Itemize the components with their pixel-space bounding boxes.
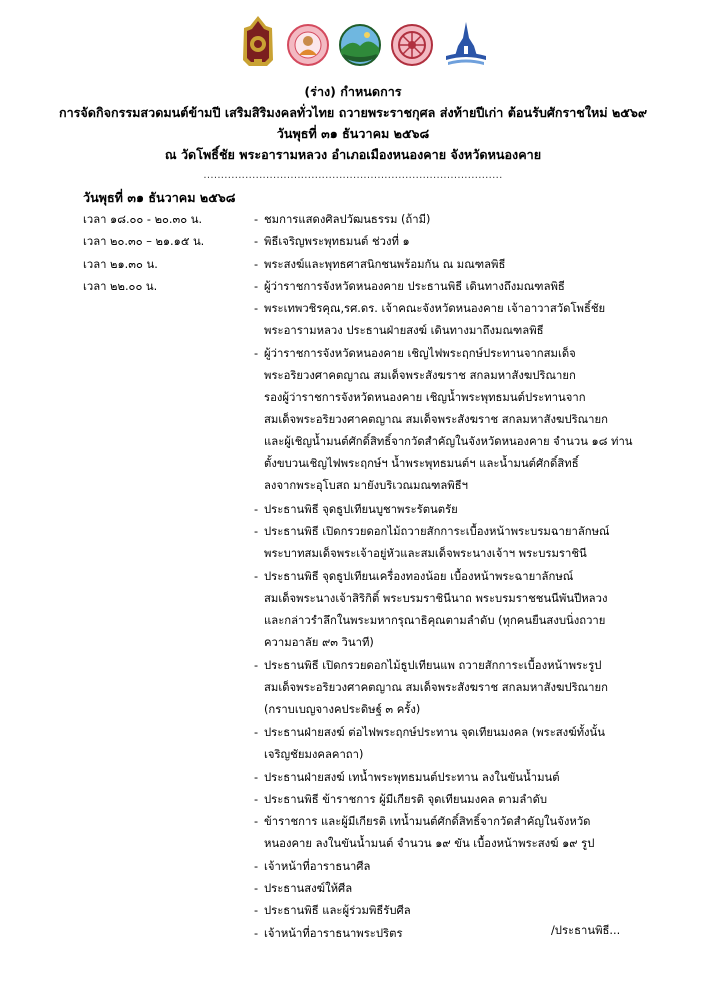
schedule-item-line: รองผู้ว่าราชการจังหวัดหนองคาย เชิญน้ำพระพุทธมนต์ประทานจาก [264, 390, 586, 404]
bullet-dash: - [254, 346, 259, 360]
schedule-item-line: เจ้าหน้าที่อาราธนาศีล [264, 859, 371, 873]
schedule-item-line: เจ้าหน้าที่อาราธนาพระปริตร [264, 926, 403, 940]
schedule-item-line: สมเด็จพระนางเจ้าสิริกิติ์ พระบรมราชินีนาถ พระบรมราชชนนีพันปีหลวง [264, 591, 608, 605]
logo-bar [0, 14, 706, 72]
event-title: การจัดกิจกรรมสวดมนต์ข้ามปี เสริมสิริมงคลทั่วไทย ถวายพระราชกุศล ส่งท้ายปีเก่า ต้อนรับศักราชใหม่ ๒๕๖๙ [58, 105, 648, 120]
schedule-item-line: พระสงฆ์และพุทธศาสนิกชนพร้อมกัน ณ มณฑลพิธี [264, 257, 506, 271]
schedule-item [254, 254, 706, 276]
schedule-item-line: หนองคาย ลงในขันน้ำมนต์ จำนวน ๑๙ ขัน เบื้องหน้าพระสงฆ์ ๑๙ รูป [264, 837, 595, 851]
schedule-item-line: ลงจากพระอุโบสถ มายังบริเวณมณฑลพิธีฯ [264, 478, 468, 492]
schedule-item [254, 231, 706, 253]
schedule-item-line: พิธีเจริญพระพุทธมนต์ ช่วงที่ ๑ [264, 235, 410, 249]
schedule-item-line: พระเทพวชิรคุณ,รศ.ดร. เจ้าคณะจังหวัดหนองคาย เจ้าอาวาสวัดโพธิ์ชัย [264, 302, 606, 316]
bullet-dash: - [254, 792, 259, 806]
schedule-item [254, 343, 706, 497]
seal-emblem-icon [240, 14, 276, 70]
bullet-dash: - [254, 302, 259, 316]
bullet-dash: - [254, 659, 259, 672]
schedule-item-line: และกล่าวรำลึกในพระมหากรุณาธิคุณตามลำดับ (ทุกคนยืนสงบนิ่งถวาย [264, 613, 606, 627]
schedule-item [254, 923, 706, 945]
temple-emblem-icon [442, 20, 490, 68]
bullet-dash: - [254, 725, 259, 739]
schedule-item-line: ประธานพิธี เปิดกรวยดอกไม้ถวายสักการะเบื้องหน้าพระบรมฉายาลักษณ์ [264, 525, 610, 539]
schedule-item-line: ประธานฝ่ายสงฆ์ ต่อไฟพระฤกษ์ประทาน จุดเทียนมงคล (พระสงฆ์ทั้งนั้น [264, 725, 605, 739]
bullet-dash: - [254, 257, 259, 271]
schedule-item [254, 521, 706, 565]
bullet-dash: - [254, 926, 259, 940]
bullet-dash: - [254, 569, 259, 583]
schedule-item-line: และผู้เชิญน้ำมนต์ศักดิ์สิทธิ์จากวัดสำคัญในจังหวัดหนองคาย จำนวน ๑๘ ท่าน [264, 434, 633, 448]
bullet-dash: - [254, 859, 259, 873]
schedule-item [254, 878, 706, 900]
bullet-dash: - [254, 770, 259, 784]
bullet-dash: - [254, 502, 259, 516]
schedule-time: เวลา ๒๑.๓๐ น. [83, 257, 158, 271]
schedule-item-line: ประธานพิธี จุดธูปเทียนบูชาพระรัตนตรัย [264, 502, 458, 516]
schedule-item-line: ตั้งขบวนเชิญไฟพระฤกษ์ฯ น้ำพระพุทธมนต์ฯ และน้ำมนต์ศักดิ์สิทธิ์ [264, 456, 579, 470]
schedule-item [254, 900, 706, 922]
day-title: วันพุธที่ ๓๑ ธันวาคม ๒๕๖๘ [83, 190, 236, 205]
schedule-time: เวลา ๒๐.๓๐ – ๒๑.๑๕ น. [83, 235, 205, 249]
schedule-item-line: พระอารามหลวง ประธานฝ่ายสงฆ์ เดินทางมาถึงมณฑลพิธี [264, 324, 544, 338]
schedule-item [254, 722, 706, 766]
dharma-wheel-emblem-icon [391, 24, 433, 66]
schedule-item-line: เจริญชัยมงคลคาถา) [264, 747, 364, 761]
bullet-dash: - [254, 279, 259, 293]
bullet-dash: - [254, 904, 259, 918]
schedule-item-line: สมเด็จพระอริยวงศาคตญาณ สมเด็จพระสังฆราช สกลมหาสังฆปริณายก [264, 412, 608, 426]
separator: ...................................................................................... [203, 170, 503, 181]
bullet-dash: - [254, 815, 259, 829]
bullet-dash: - [254, 525, 259, 539]
schedule-item-line: ประธานฝ่ายสงฆ์ เทน้ำพระพุทธมนต์ประทาน ลงในขันน้ำมนต์ [264, 770, 560, 784]
schedule-item [254, 209, 706, 231]
schedule-item-line: ประธานพิธี ข้าราชการ ผู้มีเกียรติ จุดเทียนมงคล ตามลำดับ [264, 792, 548, 806]
document-title: (ร่าง) กำหนดการ [304, 84, 402, 99]
schedule-item [254, 298, 706, 342]
schedule-item-line: ชมการแสดงศิลปวัฒนธรรม (ถ้ามี) [264, 213, 431, 226]
schedule-item [254, 655, 706, 721]
event-location: ณ วัดโพธิ์ชัย พระอารามหลวง อำเภอเมืองหนองคาย จังหวัดหนองคาย [164, 147, 542, 162]
bullet-dash: - [254, 213, 259, 226]
schedule-item-line: สมเด็จพระอริยวงศาคตญาณ สมเด็จพระสังฆราช สกลมหาสังฆปริณายก [264, 681, 608, 694]
schedule-time: เวลา ๑๘.๐๐ - ๒๐.๓๐ น. [83, 213, 203, 226]
schedule-item-line: ข้าราชการ และผู้มีเกียรติ เทน้ำมนต์ศักดิ์สิทธิ์จากวัดสำคัญในจังหวัด [264, 815, 591, 829]
continuation-note: /ประธานพิธี... [551, 924, 621, 937]
schedule-item-line: พระอริยวงศาคตญาณ สมเด็จพระสังฆราช สกลมหาสังฆปริณายก [264, 368, 576, 382]
schedule-item-line: ผู้ว่าราชการจังหวัดหนองคาย ประธานพิธี เดินทางถึงมณฑลพิธี [264, 279, 565, 293]
schedule-item-line: ประธานสงฆ์ให้ศีล [264, 882, 353, 895]
schedule-item [254, 276, 706, 298]
schedule-item [254, 566, 706, 654]
event-date: วันพุธที่ ๓๑ ธันวาคม ๒๕๖๘ [276, 126, 430, 141]
schedule-item [254, 767, 706, 789]
schedule-item-line: ประธานพิธี เปิดกรวยดอกไม้ธูปเทียนแพ ถวายสักการะเบื้องหน้าพระรูป [264, 659, 602, 672]
schedule-item-line: ประธานพิธี และผู้ร่วมพิธีรับศีล [264, 904, 411, 918]
schedule-item [254, 499, 706, 521]
schedule-item-line: ผู้ว่าราชการจังหวัดหนองคาย เชิญไฟพระฤกษ์ประทานจากสมเด็จ [264, 346, 576, 360]
bullet-dash: - [254, 235, 259, 249]
schedule-item-line: ประธานพิธี จุดธูปเทียนเครื่องทองน้อย เบื้องหน้าพระฉายาลักษณ์ [264, 569, 574, 583]
schedule-item [254, 856, 706, 878]
bullet-dash: - [254, 882, 259, 895]
monk-portrait-emblem-icon [287, 24, 329, 66]
schedule-item-line: พระบาทสมเด็จพระเจ้าอยู่หัวและสมเด็จพระนางเจ้าฯ พระบรมราชินี [264, 547, 587, 561]
schedule-item-line: (กราบเบญจางคประดิษฐ์ ๓ ครั้ง) [264, 703, 421, 716]
schedule-item-line: ความอาลัย ๙๓ วินาที) [264, 635, 374, 649]
schedule-time: เวลา ๒๒.๐๐ น. [83, 279, 158, 293]
schedule-item [254, 789, 706, 811]
schedule-item [254, 811, 706, 855]
landscape-emblem-icon [339, 24, 381, 66]
